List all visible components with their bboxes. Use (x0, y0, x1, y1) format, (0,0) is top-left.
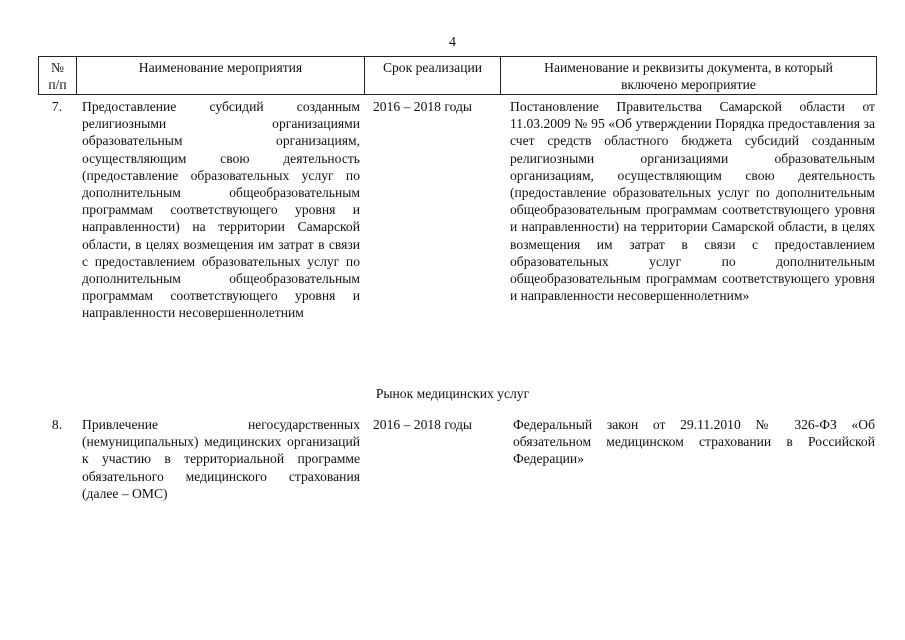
row-8-number: 8. (51, 417, 63, 432)
header-doc-line1: Наименование и реквизиты документа, в который (544, 60, 833, 75)
row-8-document: Федеральный закон от 29.11.2010 № 326-ФЗ «Об обязательном медицинском страховании в Российской Федерации» (513, 417, 875, 467)
row-8-measure-name: Привлечение негосударственных (немуниципальных) медицинских организаций к участию в территориальной программе обязательного медицинского страхования (далее – ОМС) (82, 417, 360, 501)
header-num-symbol: № (51, 60, 64, 75)
header-num-pp: п/п (48, 77, 67, 93)
row-7-number: 7. (51, 99, 63, 114)
row-7-term: 2016 – 2018 годы (373, 99, 473, 114)
row-8-term: 2016 – 2018 годы (373, 417, 473, 432)
header-name: Наименование мероприятия (77, 57, 365, 95)
row-7-measure-name: Предоставление субсидий созданным религиозными организациями образовательным организациям, осуществляющим свою деятельность (предоставление образовательных услуг по дополнительным общеобразовательным программам соответствующего уровня и направленности) на территории Самарской области, в целях возмещения им затрат в связи с предоставлением образовательных услуг по дополнительным общеобразовательным программам соответствующего уровня и направленности несовершеннолетним (82, 99, 360, 321)
section-title: Рынок медицинских услуг (375, 386, 530, 401)
header-doc-line2: включено мероприятие (621, 77, 756, 93)
header-term: Срок реализации (365, 57, 501, 95)
table-header (38, 56, 877, 95)
header-doc (501, 57, 877, 95)
header-num (39, 57, 77, 95)
row-7-document: Постановление Правительства Самарской области от 11.03.2009 № 95 «Об утверждении Порядка предоставления за счет средств областного бюджета субсидий созданным религиозными организациями образовательным организациям, осуществляющим свою деятельность (предоставление образовательных услуг по дополнительным общеобразовательным программам соответствующего уровня и направленности) на территории Самарской области, в целях возмещения им затрат в связи с предоставлением образовательных услуг по дополнительным общеобразовательным программам соответствующего уровня и направленности несовершеннолетним» (510, 99, 875, 304)
page-number: 4 (449, 35, 456, 50)
